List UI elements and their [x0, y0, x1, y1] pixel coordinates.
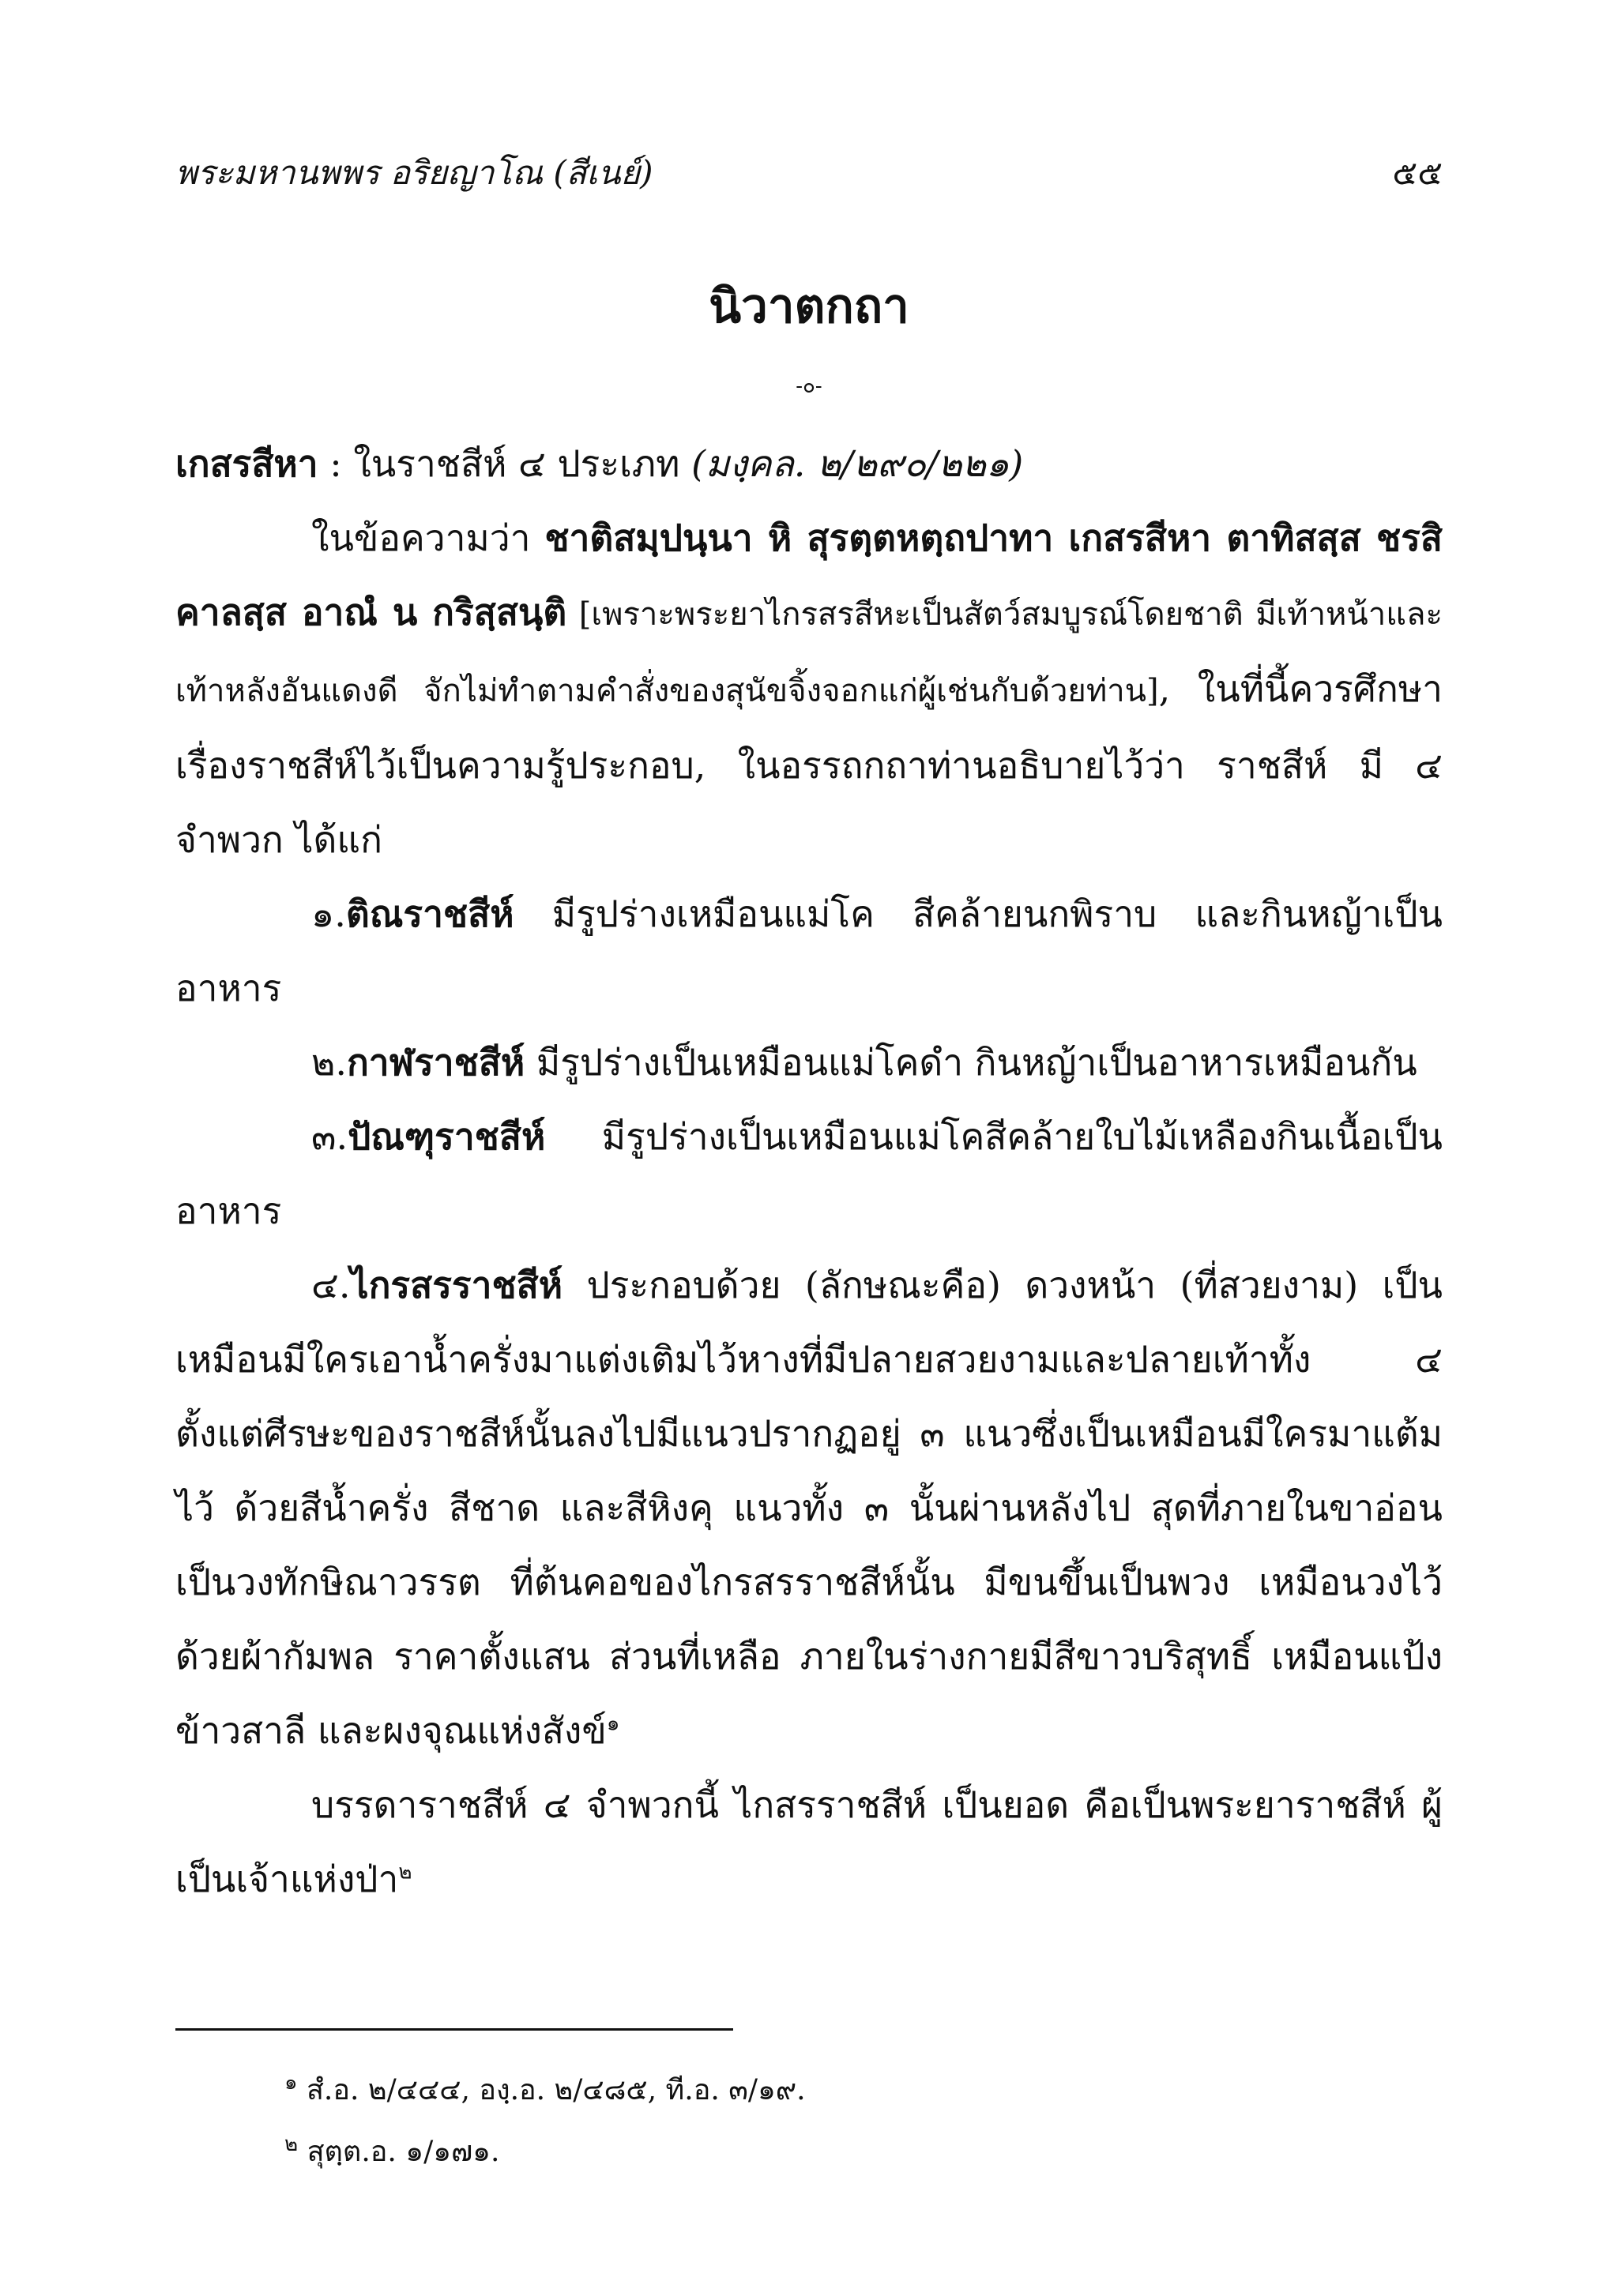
list-item: [175, 1248, 1443, 1768]
item-name: ไกรสรราชสีห์: [350, 1264, 563, 1306]
footnote-text: สุตฺต.อ. ๑/๑๗๑.: [298, 2136, 500, 2168]
closing-paragraph: [175, 1768, 1443, 1916]
footnote-text: สํ.อ. ๒/๔๔๔, องฺ.อ. ๒/๔๘๕, ที.อ. ๓/๑๙.: [297, 2074, 806, 2106]
list-item: [175, 877, 1443, 1025]
item-number: ๑.: [311, 892, 346, 935]
entry-separator: :: [318, 442, 354, 485]
list-item: [175, 1099, 1443, 1248]
item-text: มีรูปร่างเป็นเหมือนแม่โคสีคล้ายใบไม้เหลืองกินเนื้อเป็นอาหาร: [175, 1115, 1443, 1232]
page-number: ๕๕: [1392, 153, 1443, 192]
item-name: กาฬราชสีห์: [346, 1041, 525, 1084]
intro-paragraph: [175, 501, 1443, 877]
intro-lead: ในข้อความว่า: [311, 517, 545, 559]
footnotes: [284, 2060, 1443, 2183]
pali-quote: ชาติสมฺปนฺนา หิ สุรตฺตหตฺถปาทา เกสรสีหา ตาทิสสฺส ชรสิคาลสฺส อาณํ น กริสฺสนฺติ: [175, 517, 1443, 633]
body-text: [175, 427, 1443, 1916]
closing-text: บรรดาราชสีห์ ๔ จำพวกนี้ ไกสรราชสีห์ เป็นยอด คือเป็นพระยาราชสีห์ ผู้เป็นเจ้าแห่งป่า: [175, 1783, 1443, 1900]
footnote: [284, 2060, 1443, 2121]
footnote-rule: [175, 2028, 733, 2031]
intro-rest: , ในที่นี้ควรศึกษาเรื่องราชสีห์ไว้เป็นความรู้ประกอบ, ในอรรถกถาท่านอธิบายไว้ว่า ราชสีห์ มี ๔ จำพวก ได้แก่: [175, 667, 1443, 861]
item-text: มีรูปร่างเหมือนแม่โค สีคล้ายนกพิราบ และกินหญ้าเป็นอาหาร: [175, 892, 1443, 1009]
list-item: [175, 1025, 1443, 1099]
footnote: [284, 2121, 1443, 2183]
entry-gloss: ในราชสีห์ ๔ ประเภท: [353, 442, 680, 485]
translation-bracket: [เพราะพระยาไกรสรสีหะเป็นสัตว์สมบูรณ์โดยชาติ มีเท้าหน้าและเท้าหลังอันแดงดี จักไม่ทำตามคำสั่งของสุนัขจิ้งจอกแก่ผู้เช่นกับด้วยท่าน]: [175, 596, 1443, 709]
footnote-marker: ๑: [606, 1712, 620, 1736]
item-text: ประกอบด้วย (ลักษณะคือ) ดวงหน้า (ที่สวยงาม) เป็นเหมือนมีใครเอาน้ำครั่งมาแต่งเติมไว้หางที่มีปลายสวยงามและปลายเท้าทั้ง ๔ ตั้งแต่ศีรษะของราชสีห์นั้นลงไปมีแนวปรากฏอยู่ ๓ แนวซึ่งเป็นเหมือนมีใครมาแต้มไว้ ด้วยสีน้ำครั่ง สีชาด และสีหิงคุ แนวทั้ง ๓ นั้นผ่านหลังไป สุดที่ภายในขาอ่อน เป็นวงทักษิณาวรรต ที่ต้นคอของไกรสรราชสีห์นั้น มีขนขึ้นเป็นพวง เหมือนวงไว้ด้วยผ้ากัมพล ราคาตั้งแสน ส่วนที่เหลือ ภายในร่างกายมีสีขาวบริสุทธิ์ เหมือนแป้งข้าวสาลี และผงจุณแห่งสังข์: [175, 1264, 1443, 1752]
item-number: ๔.: [311, 1264, 351, 1306]
entry-reference: (มงฺคล. ๒/๒๙๐/๒๒๑): [691, 442, 1024, 485]
item-name: ติณราชสีห์: [345, 892, 514, 935]
footnote-number: ๑: [284, 2071, 298, 2095]
item-number: ๒.: [311, 1041, 347, 1084]
footnote-number: ๒: [284, 2133, 299, 2156]
entry-term: เกสรสีหา: [175, 442, 318, 485]
running-author: พระมหานพพร อริยญาโณ (สีเนย์): [175, 153, 653, 192]
item-name: ปัณฑุราชสีห์: [348, 1115, 546, 1158]
item-number: ๓.: [311, 1115, 348, 1158]
item-text: มีรูปร่างเป็นเหมือนแม่โคดำ กินหญ้าเป็นอาหารเหมือนกัน: [525, 1041, 1417, 1084]
page-title: นิวาตกถา: [709, 279, 909, 334]
entry-heading: [175, 427, 1443, 501]
footnote-marker: ๒: [398, 1860, 412, 1885]
title-divider: -๐-: [796, 374, 822, 398]
running-header: [175, 147, 1443, 202]
